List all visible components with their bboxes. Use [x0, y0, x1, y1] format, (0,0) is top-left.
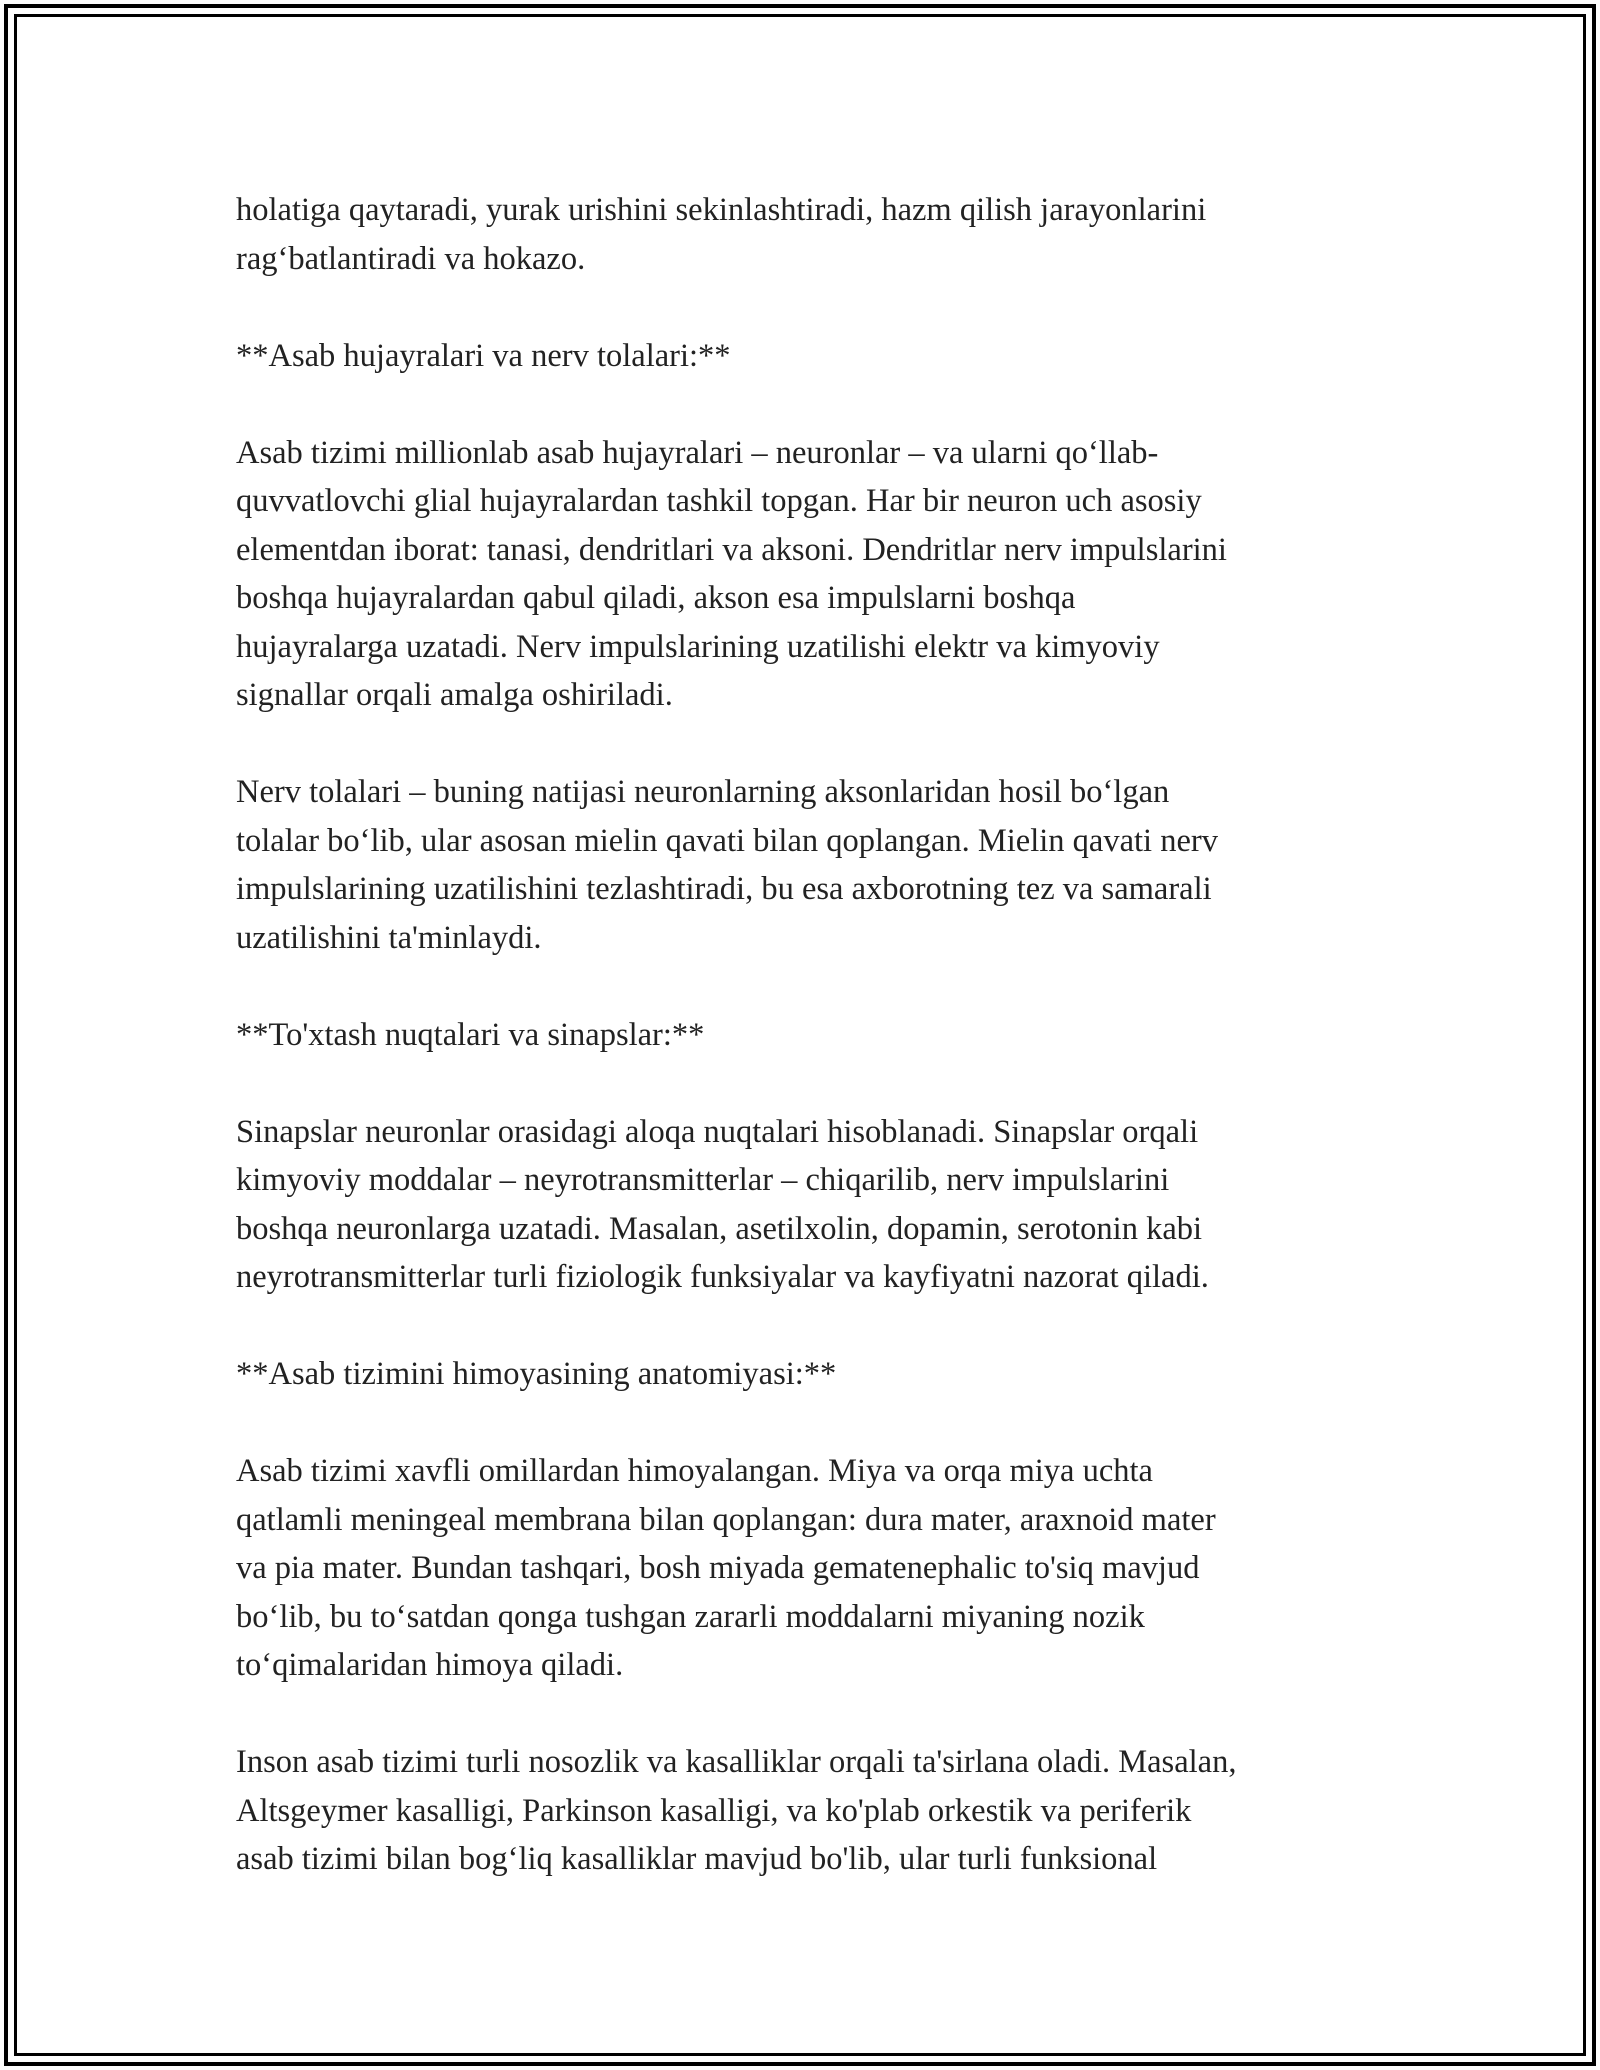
text-line: to‘qimalaridan himoya qiladi. [236, 1647, 624, 1683]
body-paragraph [236, 1447, 1386, 1690]
section-heading [236, 1350, 1386, 1399]
text-line: neyrotransmitterlar turli fiziologik funksiyalar va kayfiyatni nazorat qiladi. [236, 1259, 1209, 1295]
body-paragraph [236, 186, 1386, 283]
text-line: qatlamli meningeal membrana bilan qoplangan: dura mater, araxnoid mater [236, 1501, 1216, 1538]
text-line: boshqa neuronlarga uzatadi. Masalan, asetilxolin, dopamin, serotonin kabi [236, 1210, 1203, 1247]
body-paragraph [236, 429, 1386, 720]
text-line: Inson asab tizimi turli nosozlik va kasalliklar orqali ta'sirlana oladi. Masalan, [236, 1744, 1237, 1780]
text-line: boshqa hujayralardan qabul qiladi, akson esa impulslarni boshqa [236, 580, 1076, 616]
text-line: kimyoviy moddalar – neyrotransmitterlar – chiqarilib, nerv impulslarini [236, 1162, 1170, 1198]
body-paragraph [236, 1108, 1386, 1302]
text-line: **Asab tizimini himoyasining anatomiyasi:** [236, 1356, 837, 1392]
text-line: bo‘lib, bu to‘satdan qonga tushgan zararli moddalarni miyaning nozik [236, 1598, 1145, 1635]
text-line: hujayralarga uzatadi. Nerv impulslarining uzatilishi elektr va kimyoviy [236, 628, 1160, 665]
section-heading [236, 332, 1386, 381]
text-line: **Asab hujayralari va nerv tolalari:** [236, 337, 731, 374]
body-paragraph [236, 1738, 1386, 1884]
document-body [236, 186, 1386, 1884]
text-line: va pia mater. Bundan tashqari, bosh miyada gematenephalic to'siq mavjud [236, 1550, 1200, 1586]
text-line: tolalar bo‘lib, ular asosan mielin qavati bilan qoplangan. Mielin qavati nerv [236, 822, 1218, 859]
text-line: quvvatlovchi glial hujayralardan tashkil topgan. Har bir neuron uch asosiy [236, 483, 1202, 519]
text-line: holatiga qaytaradi, yurak urishini sekinlashtiradi, hazm qilish jarayonlarini [236, 192, 1207, 228]
text-line: signallar orqali amalga oshiriladi. [236, 677, 673, 713]
text-line: Altsgeymer kasalligi, Parkinson kasalligi, va ko'plab orkestik va periferik [236, 1792, 1192, 1829]
text-line: impulslarining uzatilishini tezlashtiradi, bu esa axborotning tez va samarali [236, 871, 1212, 907]
text-line: uzatilishini ta'minlaydi. [236, 919, 542, 956]
section-heading [236, 1011, 1386, 1060]
text-line: **To'xtash nuqtalari va sinapslar:** [236, 1016, 705, 1053]
text-line: asab tizimi bilan bog‘liq kasalliklar mavjud bo'lib, ular turli funksional [236, 1841, 1158, 1877]
text-line: Asab tizimi millionlab asab hujayralari – neuronlar – va ularni qo‘llab- [236, 434, 1159, 471]
text-line: Nerv tolalari – buning natijasi neuronlarning aksonlaridan hosil bo‘lgan [236, 774, 1170, 810]
text-line: rag‘batlantiradi va hokazo. [236, 240, 586, 277]
body-paragraph [236, 768, 1386, 962]
text-line: elementdan iborat: tanasi, dendritlari va aksoni. Dendritlar nerv impulslarini [236, 531, 1227, 568]
text-line: Sinapslar neuronlar orasidagi aloqa nuqtalari hisoblanadi. Sinapslar orqali [236, 1113, 1199, 1150]
text-line: Asab tizimi xavfli omillardan himoyalangan. Miya va orqa miya uchta [236, 1453, 1153, 1489]
